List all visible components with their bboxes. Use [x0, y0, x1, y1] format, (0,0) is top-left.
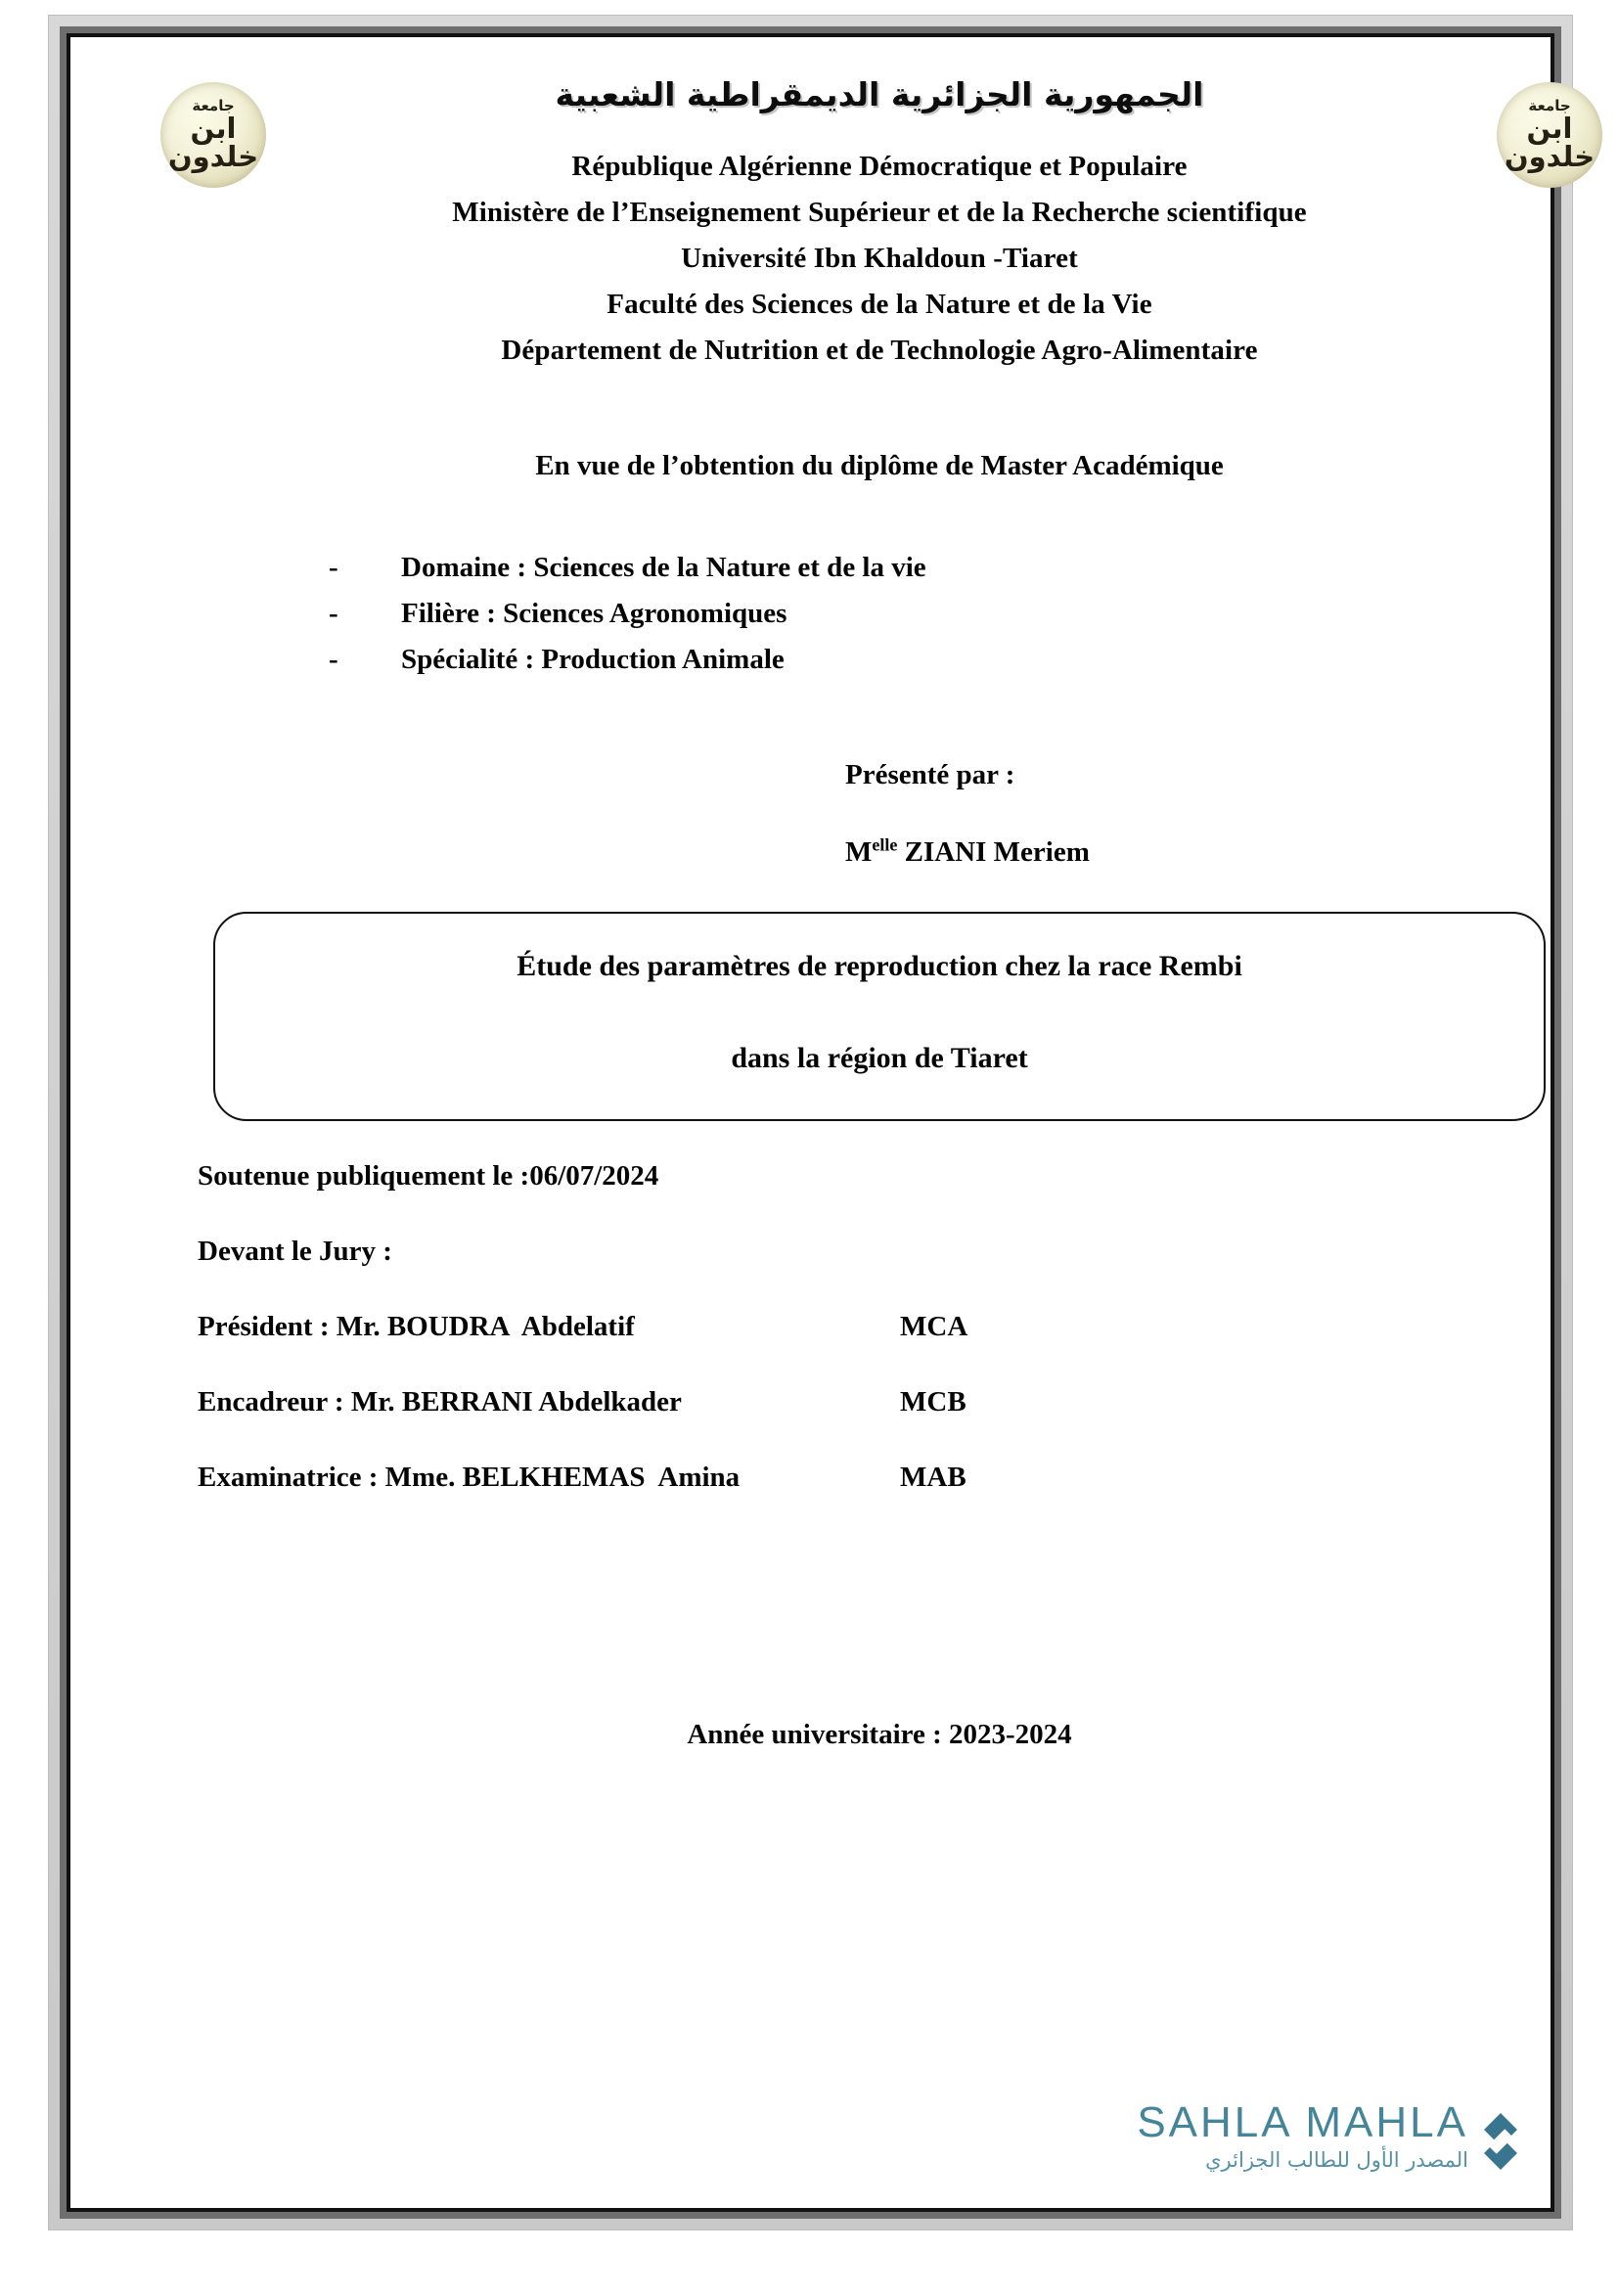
header-line-ministry: Ministère de l’Enseignement Supérieur et de la Recherche scientifique — [452, 197, 1307, 229]
header-line-department: Département de Nutrition et de Technologie Agro-Alimentaire — [501, 335, 1258, 367]
table-row — [198, 1386, 1195, 1462]
defense-block — [143, 1160, 1616, 1537]
jury-label: Devant le Jury : — [198, 1235, 392, 1267]
presented-by-block — [143, 753, 1616, 869]
table-row — [198, 1462, 1195, 1537]
spec-domain-text: Domaine : Sciences de la Nature et de la vie — [401, 552, 926, 584]
spec-specialite-text: Spécialité : Production Animale — [401, 644, 785, 676]
author-title-suffix: elle — [872, 834, 898, 855]
thesis-title-line-1: Étude des paramètres de reproduction chez la race Rembi — [517, 949, 1242, 982]
university-seal-left-icon — [160, 82, 266, 188]
jury-grade-encadreur: MCB — [900, 1385, 966, 1418]
list-item — [143, 591, 1616, 637]
university-seal-right-icon — [1497, 82, 1602, 188]
presented-by-label: Présenté par : — [845, 759, 1015, 790]
defense-date: Soutenue publiquement le :06/07/2024 — [198, 1159, 659, 1192]
program-specification-list — [143, 545, 1616, 683]
page-frame-outer — [49, 16, 1596, 2229]
page-frame-middle — [60, 26, 1596, 2219]
arabic-republic-header: الجمهورية الجزائرية الديمقراطية الشعبية — [555, 75, 1204, 113]
institution-header — [143, 67, 1616, 374]
jury-table — [198, 1311, 1195, 1537]
thesis-cover-page — [143, 67, 1616, 2296]
author-fullname: ZIANI Meriem — [897, 835, 1090, 868]
diploma-statement: En vue de l’obtention du diplôme de Master Académique — [535, 450, 1224, 482]
watermark-arabic-tagline: المصدر الأول للطالب الجزائري — [1205, 2148, 1468, 2172]
seal-line-2: ابن خلدون — [1504, 112, 1596, 173]
list-item — [143, 545, 1616, 591]
jury-grade-president: MCA — [900, 1310, 968, 1342]
list-dash-icon: - — [329, 598, 338, 630]
table-row — [198, 1311, 1195, 1386]
jury-grade-examinatrice: MAB — [900, 1461, 966, 1493]
seal-line-1: جامعة — [192, 97, 235, 114]
header-line-faculty: Faculté des Sciences de la Nature et de la Vie — [607, 289, 1152, 321]
header-line-republic: République Algérienne Démocratique et Populaire — [571, 151, 1188, 183]
jury-role-examinatrice: Examinatrice : Mme. BELKHEMAS Amina — [198, 1461, 741, 1493]
page-sheet — [70, 37, 1596, 2208]
thesis-title-line-2: dans la région de Tiaret — [731, 1041, 1028, 1074]
seal-line-1: جامعة — [1528, 97, 1571, 114]
spec-filiere-text: Filière : Sciences Agronomiques — [401, 598, 787, 630]
seal-arabic-script — [160, 99, 266, 171]
page-frame-inner — [67, 33, 1596, 2212]
author-title-prefix: M — [845, 835, 873, 868]
seal-line-2: ابن خلدون — [167, 112, 259, 173]
seal-arabic-script — [1497, 99, 1602, 171]
author-name — [143, 836, 1616, 869]
thesis-title-box — [213, 912, 1546, 1121]
header-line-university: Université Ibn Khaldoun -Tiaret — [681, 243, 1078, 275]
list-dash-icon: - — [329, 644, 338, 676]
academic-year: Année universitaire : 2023-2024 — [687, 1718, 1072, 1750]
list-item — [143, 637, 1616, 683]
jury-role-president: Président : Mr. BOUDRA Abdelatif — [198, 1310, 635, 1342]
jury-role-encadreur: Encadreur : Mr. BERRANI Abdelkader — [198, 1385, 682, 1418]
list-dash-icon: - — [329, 552, 338, 584]
watermark-brand-name: SAHLA MAHLA — [1137, 2098, 1468, 2146]
